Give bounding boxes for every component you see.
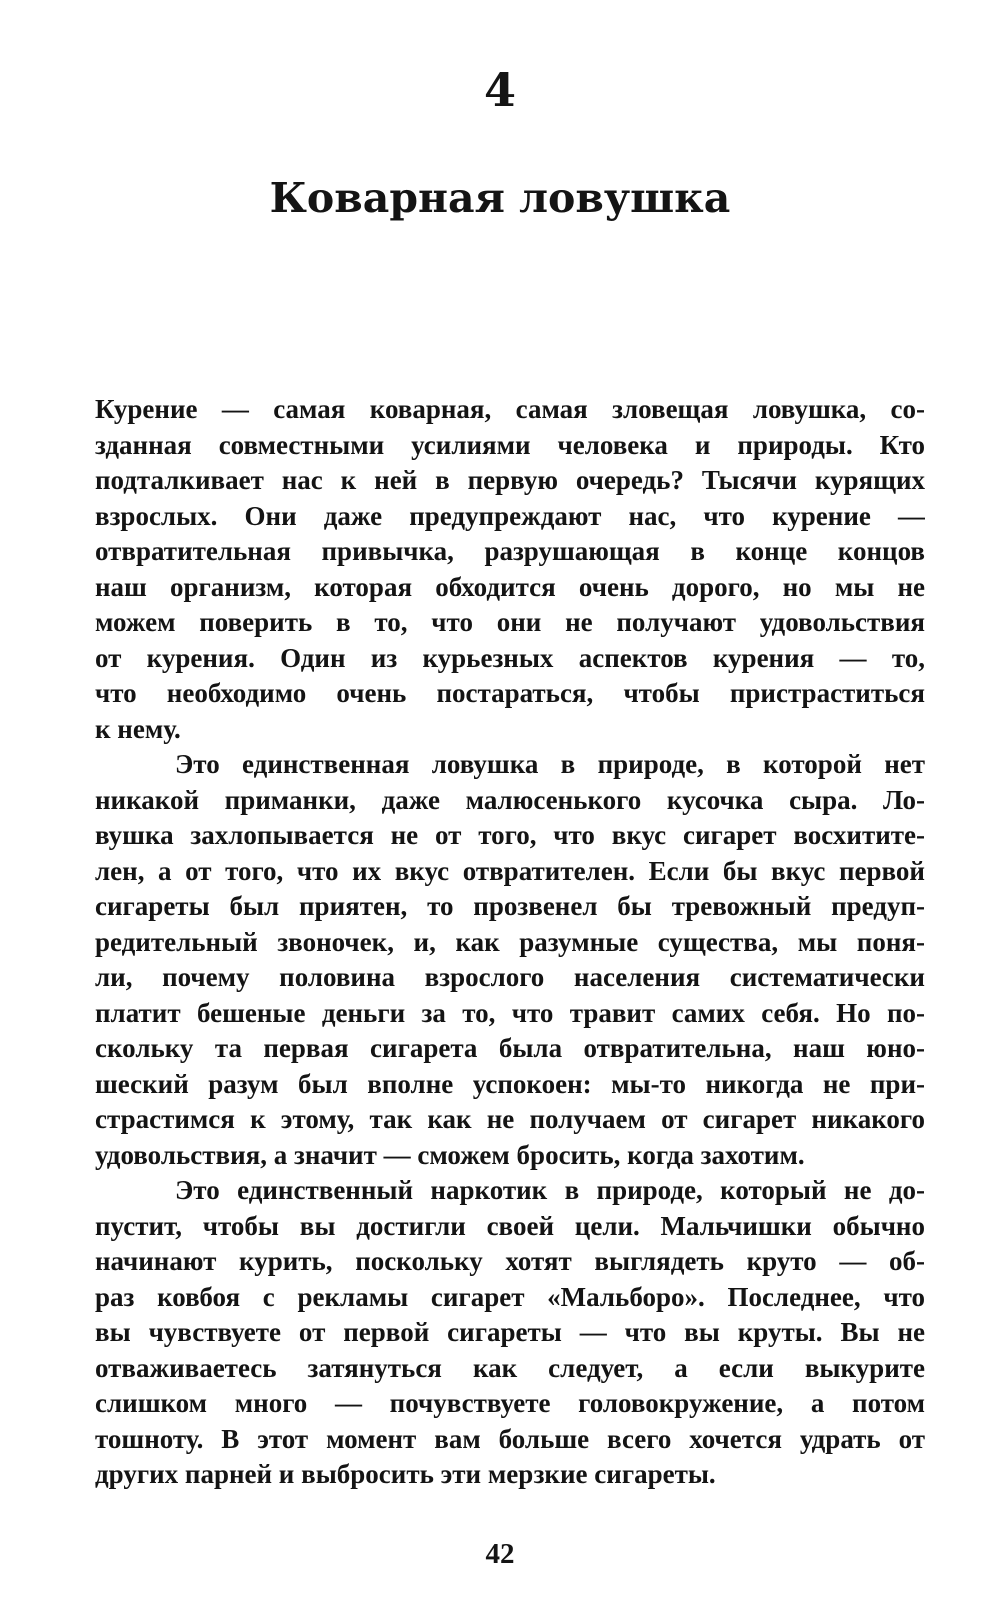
text-line: страстимся к этому, так как не получаем от сигарет никакого: [95, 1104, 925, 1134]
text-line: вы чувствуете от первой сигареты — что вы круты. Вы не: [95, 1317, 925, 1347]
text-line: зданная совместными усилиями человека и природы. Кто: [95, 429, 925, 460]
text-line: слишком много — почувствуете головокружение, а потом: [95, 1388, 925, 1418]
paragraph-2: [95, 747, 925, 1173]
text-line: редительный звоночек, и, как разумные существа, мы поня-: [95, 926, 925, 957]
text-line: наш организм, которая обходится очень дорого, но мы не: [95, 571, 925, 602]
page-number: 42: [485, 1538, 515, 1570]
text-line: от курения. Один из курьезных аспектов курения — то,: [95, 642, 925, 673]
text-line: начинают курить, поскольку хотят выглядеть круто — об-: [95, 1246, 925, 1276]
text-line: сигареты был приятен, то прозвенел бы тревожный предуп-: [95, 891, 925, 921]
text-line: что необходимо очень постараться, чтобы пристраститься: [95, 678, 925, 708]
text-line: взрослых. Они даже предупреждают нас, что курение —: [95, 500, 925, 531]
chapter-number: 4: [483, 63, 516, 117]
body-text: [95, 392, 925, 1493]
text-line: пустит, чтобы вы достигли своей цели. Мальчишки обычно: [95, 1210, 925, 1241]
text-line: никакой приманки, даже малюсенького кусочка сыра. Ло-: [95, 784, 925, 815]
text-line: Курение — самая коварная, самая зловещая ловушка, со-: [95, 394, 925, 424]
text-line: к нему.: [95, 713, 181, 744]
text-line: отвратительная привычка, разрушающая в конце концов: [95, 536, 925, 566]
chapter-title: Коварная ловушка: [269, 174, 731, 222]
text-line: скольку та первая сигарета была отвратительна, наш юно-: [95, 1033, 925, 1063]
text-line: вушка захлопывается не от того, что вкус сигарет восхитите-: [95, 820, 925, 850]
text-line: удовольствия, а значит — сможем бросить, когда захотим.: [95, 1139, 805, 1170]
text-line: тошноту. В этот момент вам больше всего хочется удрать от: [95, 1423, 925, 1454]
paragraph-1: [95, 392, 925, 747]
text-line: раз ковбоя с рекламы сигарет «Мальборо». Последнее, что: [95, 1281, 925, 1312]
text-line: подталкивает нас к ней в первую очередь? Тысячи курящих: [95, 465, 925, 495]
text-line: можем поверить в то, что они не получают удовольствия: [95, 607, 925, 637]
text-line: Это единственный наркотик в природе, который не до-: [175, 1175, 925, 1205]
text-line: Это единственная ловушка в природе, в которой нет: [175, 749, 925, 779]
text-line: других парней и выбросить эти мерзкие сигареты.: [95, 1459, 716, 1489]
text-line: ли, почему половина взрослого населения систематически: [95, 962, 925, 992]
text-line: шеский разум был вполне успокоен: мы-то никогда не при-: [95, 1068, 925, 1099]
text-line: лен, а от того, что их вкус отвратителен. Если бы вкус первой: [95, 855, 925, 886]
text-line: отваживаетесь затянуться как следует, а если выкурите: [95, 1352, 925, 1383]
paragraph-3: [95, 1173, 925, 1493]
text-line: платит бешеные деньги за то, что травит самих себя. Но по-: [95, 997, 925, 1028]
